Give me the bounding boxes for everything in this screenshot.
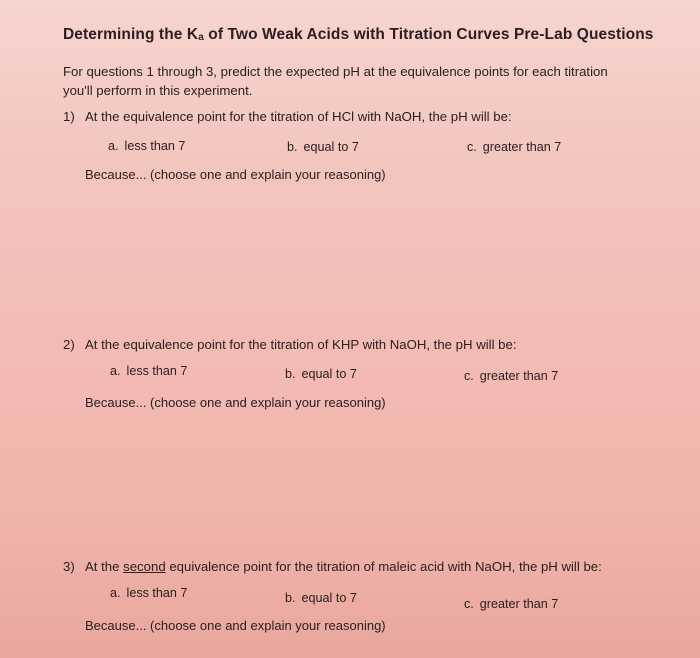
option-text: greater than 7: [479, 597, 559, 611]
option-text: equal to 7: [303, 140, 359, 154]
option-letter: b.: [287, 140, 298, 154]
option-text: less than 7: [126, 586, 188, 600]
option-letter: a.: [108, 139, 119, 153]
option-text: equal to 7: [301, 591, 357, 605]
option-b: [285, 591, 357, 605]
question-text: At the equivalence point for the titration of HCl with NaOH, the pH will be:: [85, 109, 512, 124]
because-prompt: Because... (choose one and explain your reasoning): [85, 395, 386, 410]
option-text: equal to 7: [301, 367, 357, 381]
option-letter: c.: [464, 369, 474, 383]
question-1: [63, 109, 512, 124]
question-text: At the: [85, 559, 124, 574]
option-letter: c.: [467, 140, 477, 154]
option-letter: b.: [285, 591, 296, 605]
option-text: less than 7: [124, 139, 186, 153]
option-c: [464, 597, 558, 611]
question-text: At the equivalence point for the titration of KHP with NaOH, the pH will be:: [85, 337, 517, 352]
intro-text: For questions 1 through 3, predict the expected pH at the equivalence points for each titration you'll perform in this experiment.: [63, 64, 608, 98]
question-2: [63, 337, 517, 352]
option-text: less than 7: [126, 364, 188, 378]
option-a: [110, 364, 187, 378]
question-number: 3): [63, 559, 75, 574]
question-number: 1): [63, 109, 75, 124]
option-b: [287, 140, 359, 154]
question-3: [63, 559, 602, 574]
page-title: [63, 26, 654, 44]
option-letter: c.: [464, 597, 474, 611]
option-text: greater than 7: [482, 140, 562, 154]
option-c: [464, 369, 558, 383]
option-a: [110, 586, 187, 600]
question-text-rest: equivalence point for the titration of maleic acid with NaOH, the pH will be:: [165, 559, 602, 574]
question-number: 2): [63, 337, 75, 352]
title-text-rest: of Two Weak Acids with Titration Curves Pre-Lab Questions: [203, 26, 654, 43]
question-text-underlined: second: [123, 559, 166, 574]
option-letter: a.: [110, 364, 121, 378]
option-letter: b.: [285, 367, 296, 381]
option-a: [108, 139, 185, 153]
because-prompt: Because... (choose one and explain your reasoning): [85, 618, 386, 633]
title-subscript: a: [198, 32, 204, 43]
option-letter: a.: [110, 586, 121, 600]
option-b: [285, 367, 357, 381]
title-text: Determining the K: [63, 26, 199, 43]
option-c: [467, 140, 561, 154]
option-text: greater than 7: [479, 369, 559, 383]
because-prompt: Because... (choose one and explain your reasoning): [85, 167, 386, 182]
